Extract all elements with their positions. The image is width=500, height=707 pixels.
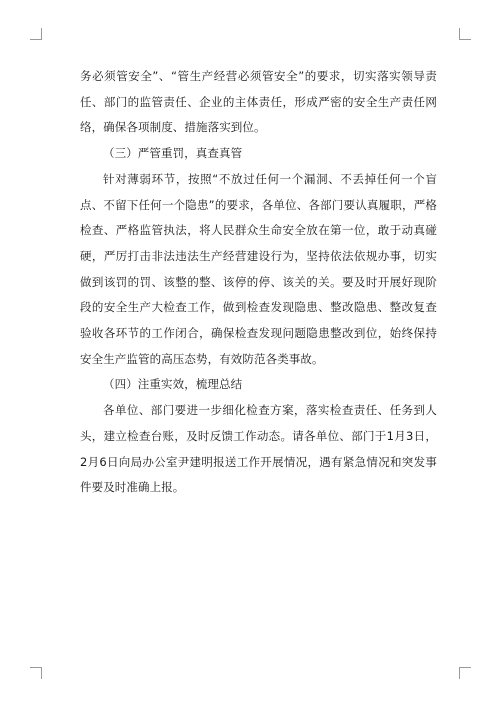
crop-mark-bottom-right [459, 667, 471, 679]
section-heading-4: （四）注重实效，梳理总结 [103, 377, 243, 392]
crop-mark-bottom-left [30, 667, 42, 679]
paragraph-section-3: 针对薄弱环节，按照“不放过任何一个漏洞、不丢掉任何一个盲点、不留下任何一个隐患”的要求，各单位、各部门要认真履职，严格检查、严格监管执法，将人民群众生命安全放在第一位，敢于动真碰硬，严厉打击非法违法生产经营建设行为，坚持依法依规办事，切实做到该罚的罚、该整的整、该停的停、该关的关。要及时开展好现阶段的安全生产大检查工作，做到检查发现隐患、整改隐患、整改复查验收各环节的工作闭合，确保检查发现问题隐患整改到位，始终保持安全生产监管的高压态势，有效防范各类事故。 [80, 171, 437, 366]
paragraph-section-4: 各单位、部门要进一步细化检查方案，落实检查责任、任务到人头，建立检查台账，及时反馈工作动态。请各单位、部门于1月3日，2月6日向局办公室尹建明报送工作开展情况，遇有紧急情况和突发事件要及时准确上报。 [80, 403, 437, 495]
crop-mark-top-left [30, 28, 42, 40]
paragraph-continued: 务必须管安全”、“管生产经营必须管安全”的要求，切实落实领导责任、部门的监管责任、企业的主体责任，形成严密的安全生产责任网络，确保各项制度、措施落实到位。 [80, 69, 437, 135]
section-heading-3: （三）严管重罚，真查真管 [103, 146, 243, 161]
crop-mark-top-right [459, 28, 471, 40]
document-body [80, 64, 437, 501]
